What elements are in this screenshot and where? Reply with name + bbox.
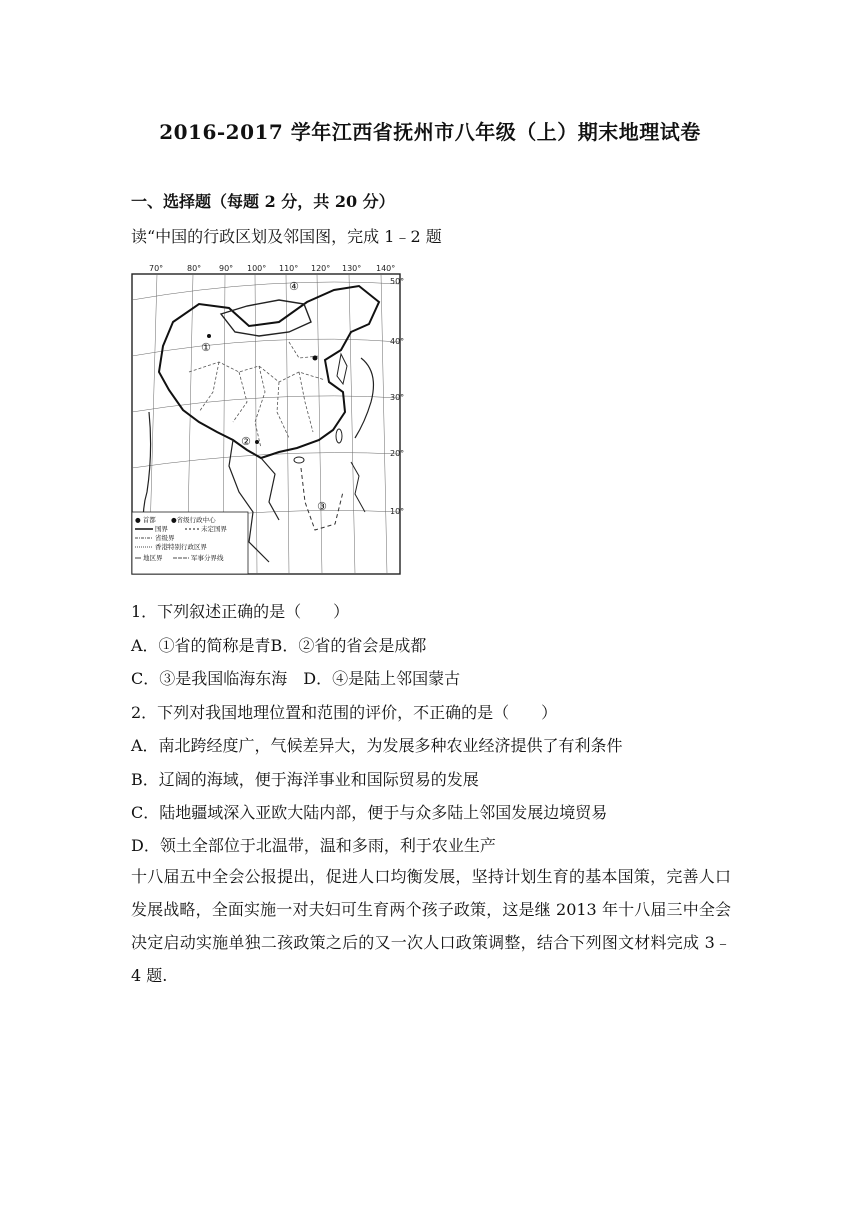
legend-sar: 香港特别行政区界	[155, 543, 207, 551]
lon-label: 130°	[342, 264, 362, 273]
question-2-option-d: D．领土全部位于北温带，温和多雨，利于农业生产	[131, 836, 496, 855]
lat-label: 50°	[390, 277, 405, 286]
legend-provincial-border: 省级界	[155, 534, 175, 542]
china-admin-map	[129, 262, 411, 578]
map-intro-text: 读“中国的行政区划及邻国图，完成 1﹣2 题	[131, 227, 442, 246]
legend-military: 军事分界线	[191, 554, 224, 562]
question-2-stem: 2．下列对我国地理位置和范围的评价，不正确的是（ ）	[131, 703, 558, 722]
legend-capital: ● 首都	[135, 516, 156, 524]
question-1-option-ab: A．①省的简称是青B．②省的省会是成都	[131, 636, 427, 655]
lon-label: 70°	[149, 264, 164, 273]
section-heading: 一、选择题（每题 2 分，共 20 分）	[131, 192, 395, 211]
marker-2: ②	[241, 435, 251, 448]
lon-label: 110°	[279, 264, 299, 273]
passage-text: 十八届五中全会公报提出，促进人口均衡发展，坚持计划生育的基本国策，完善人口发展战略，全面实施一对夫妇可生育两个孩子政策，这是继 2013 年十八届三中全会决定启动实施单独二孩政策之后的又一次人口政策调整，结合下列图文材料完成 3﹣4 题.	[131, 867, 731, 985]
question-1-option-cd: C．③是我国临海东海 D．④是陆上邻国蒙古	[131, 669, 461, 688]
document-title: 2016-2017 学年江西省抚州市八年级（上）期末地理试卷	[159, 120, 701, 144]
lon-label: 90°	[219, 264, 234, 273]
legend-undefined: 未定国界	[201, 525, 227, 533]
lat-label: 30°	[390, 393, 405, 402]
lat-label: 40°	[390, 337, 405, 346]
question-2-option-b: B．辽阔的海域，便于海洋事业和国际贸易的发展	[131, 770, 479, 789]
marker-1: ①	[201, 341, 211, 354]
question-1-stem: 1．下列叙述正确的是（ ）	[131, 602, 350, 621]
question-2-option-a: A．南北跨经度广，气候差异大，为发展多种农业经济提供了有利条件	[131, 736, 623, 755]
lon-label: 80°	[187, 264, 202, 273]
marker-4: ④	[289, 280, 299, 293]
legend-region: 地区界	[143, 554, 163, 562]
lat-label: 10°	[390, 507, 405, 516]
legend-national: 国界	[155, 525, 168, 533]
lon-label: 140°	[376, 264, 396, 273]
lat-label: 20°	[390, 449, 405, 458]
legend-provincial: ●省级行政中心	[171, 516, 216, 524]
lon-label: 120°	[311, 264, 331, 273]
lon-label: 100°	[247, 264, 267, 273]
question-2-option-c: C．陆地疆域深入亚欧大陆内部，便于与众多陆上邻国发展边境贸易	[131, 803, 608, 822]
map-legend	[132, 512, 248, 574]
marker-3: ③	[317, 500, 327, 513]
